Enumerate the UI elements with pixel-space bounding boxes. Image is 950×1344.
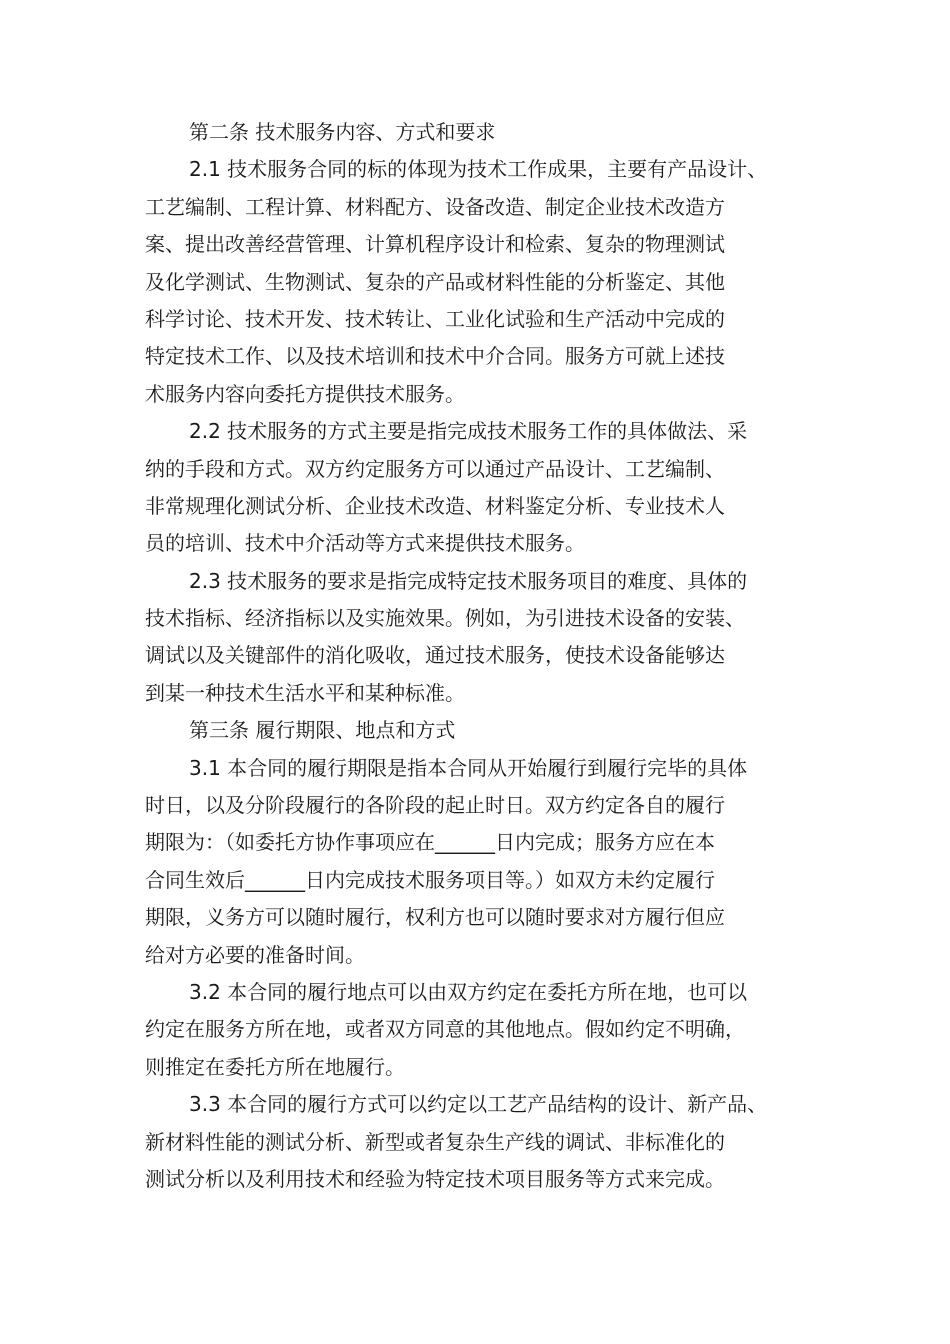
text-line: 合同生效后______日内完成技术服务项目等。）如双方未约定履行: [145, 867, 715, 892]
text-line: 第三条 履行期限、地点和方式: [189, 718, 456, 743]
clause-paragraph: [145, 976, 835, 1088]
text-line: 调试以及关键部件的消化吸收，通过技术服务，使技术设备能够达: [145, 643, 725, 668]
text-line: 期限，义务方可以随时履行，权利方也可以随时要求对方履行但应: [145, 905, 725, 930]
text-line: 则推定在委托方所在地履行。: [145, 1054, 405, 1079]
clause-paragraph: [145, 752, 835, 976]
text-line: 新材料性能的测试分析、新型或者复杂生产线的调试、非标准化的: [145, 1129, 725, 1154]
text-line: 时日，以及分阶段履行的各阶段的起止时日。双方约定各自的履行: [145, 793, 725, 818]
document-body: [145, 116, 835, 1200]
clause-paragraph: [145, 1088, 835, 1200]
text-line: 案、提出改善经营管理、计算机程序设计和检索、复杂的物理测试: [145, 232, 725, 257]
text-line: 2.3 技术服务的要求是指完成特定技术服务项目的难度、具体的: [189, 568, 748, 593]
text-line: 及化学测试、生物测试、复杂的产品或材料性能的分析鉴定、其他: [145, 269, 725, 294]
text-line: 纳的手段和方式。双方约定服务方可以通过产品设计、工艺编制、: [145, 456, 725, 481]
text-line: 3.2 本合同的履行地点可以由双方约定在委托方所在地，也可以: [189, 979, 748, 1004]
clause-paragraph: [145, 565, 835, 715]
section-heading: [145, 116, 835, 153]
text-line: 技术指标、经济指标以及实施效果。例如，为引进技术设备的安装、: [145, 606, 745, 631]
text-line: 3.3 本合同的履行方式可以约定以工艺产品结构的设计、新产品、: [189, 1092, 768, 1117]
text-line: 约定在服务方所在地，或者双方同意的其他地点。假如约定不明确，: [145, 1017, 745, 1042]
text-line: 员的培训、技术中介活动等方式来提供技术服务。: [145, 531, 585, 556]
text-line: 给对方必要的准备时间。: [145, 942, 365, 967]
section-heading: [145, 714, 835, 751]
text-line: 2.2 技术服务的方式主要是指完成技术服务工作的具体做法、采: [189, 419, 748, 444]
text-line: 测试分析以及利用技术和经验为特定技术项目服务等方式来完成。: [145, 1166, 725, 1191]
text-line: 术服务内容向委托方提供技术服务。: [145, 381, 465, 406]
text-line: 到某一种技术生活水平和某种标准。: [145, 680, 465, 705]
clause-paragraph: [145, 153, 835, 415]
text-line: 非常规理化测试分析、企业技术改造、材料鉴定分析、专业技术人: [145, 493, 725, 518]
text-line: 3.1 本合同的履行期限是指本合同从开始履行到履行完毕的具体: [189, 755, 748, 780]
text-line: 2.1 技术服务合同的标的体现为技术工作成果，主要有产品设计、: [189, 157, 768, 182]
text-line: 科学讨论、技术开发、技术转让、工业化试验和生产活动中完成的: [145, 306, 725, 331]
clause-paragraph: [145, 415, 835, 565]
text-line: 特定技术工作、以及技术培训和技术中介合同。服务方可就上述技: [145, 344, 725, 369]
text-line: 第二条 技术服务内容、方式和要求: [189, 120, 496, 144]
text-line: 工艺编制、工程计算、材料配方、设备改造、制定企业技术改造方: [145, 194, 725, 219]
text-line: 期限为：（如委托方协作事项应在______日内完成；服务方应在本: [145, 830, 715, 855]
